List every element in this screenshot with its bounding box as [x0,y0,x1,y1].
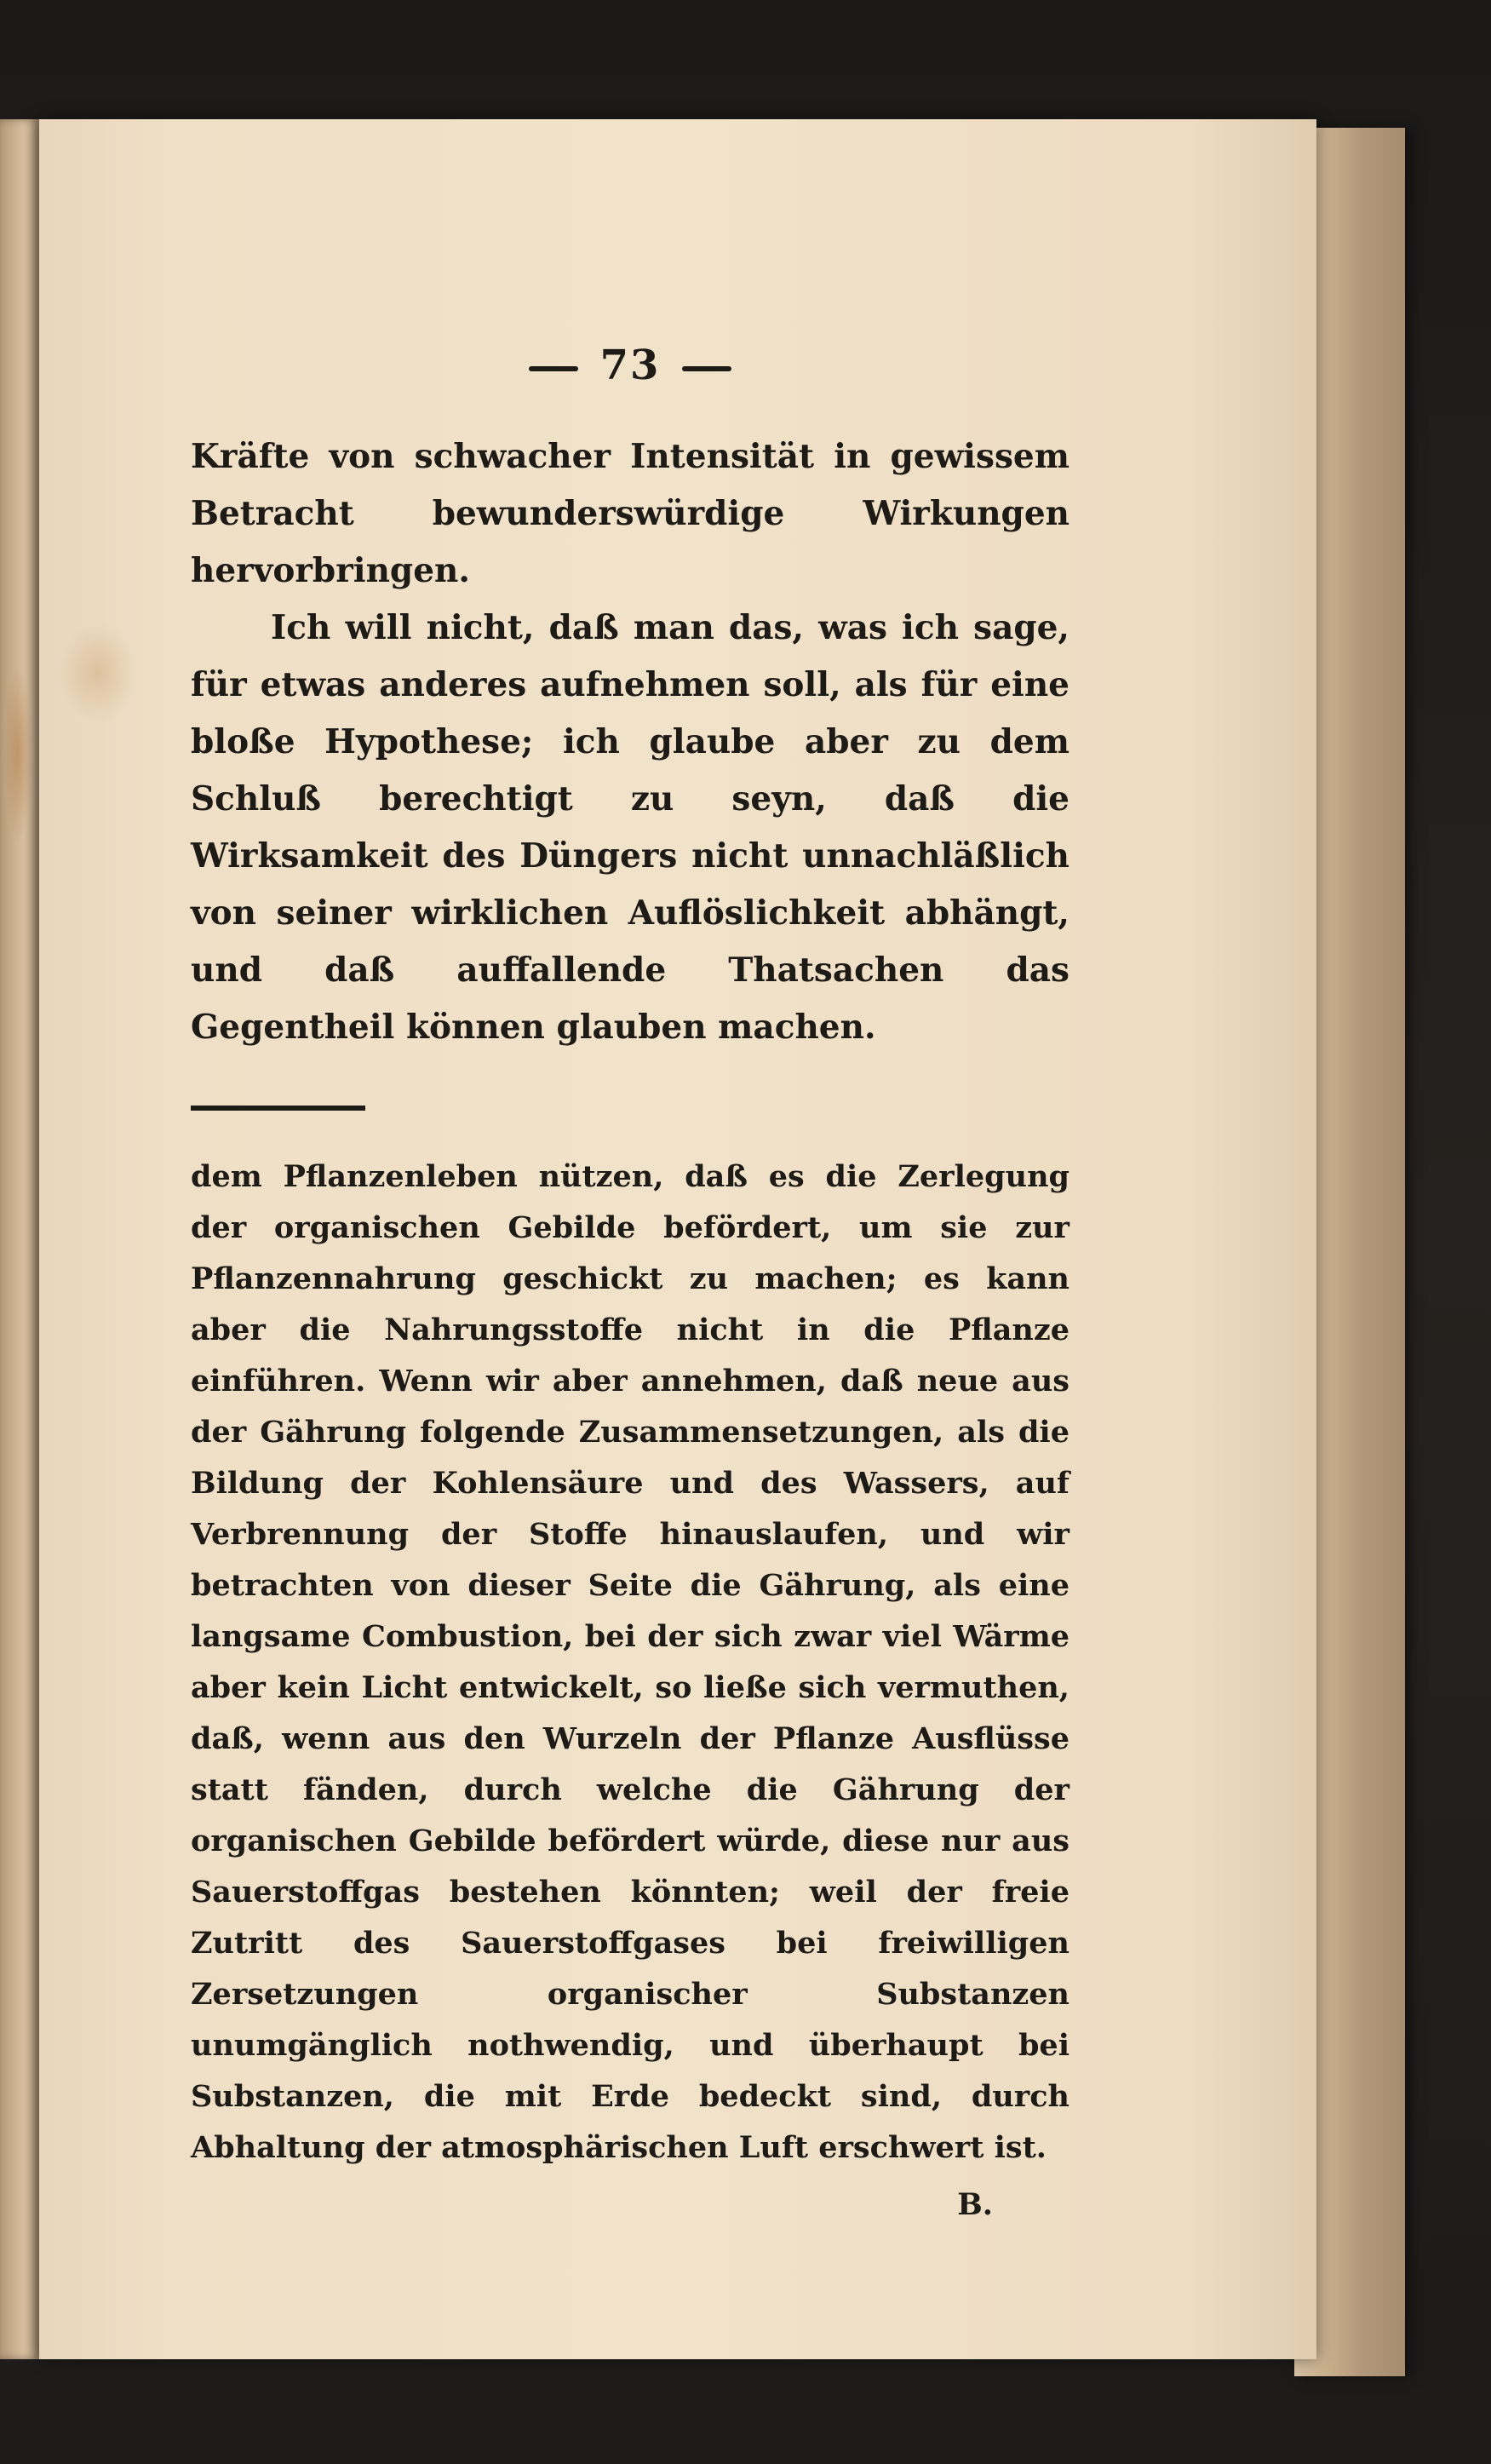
facing-page-stain [3,664,32,843]
page-header [191,342,1070,389]
main-paragraph: Ich will nicht, daß man das, was ich sage, für etwas anderes aufnehmen soll, als für eine bloße Hypothese; ich glaube aber zu dem Schluß berechtigt zu seyn, daß die Wirksamkeit des Düngers nicht unnachläßlich von seiner wirklichen Auflöslichkeit abhängt, und daß auffallende Thatsachen das Gegentheil können glauben machen. [191,608,1070,1047]
text-block [191,342,1070,2222]
header-dash-left [529,366,578,371]
page-stain [60,622,136,724]
facing-page-edge [0,119,39,2359]
main-paragraph-continued: Kräfte von schwacher Intensität in gewissem Betracht bewunderswürdige Wirkungen hervorbringen. [191,437,1070,590]
footnote-signature: B. [957,2187,993,2222]
footnote-rule [191,1106,365,1111]
book-page [39,119,1316,2359]
header-dash-right [682,366,731,371]
page-number: 73 [599,342,661,389]
footnote-text: dem Pflanzenleben nützen, daß es die Zerlegung der organischen Gebilde befördert, um sie zur Pflanzennahrung geschickt zu machen; es kann aber die Nahrungsstoffe nicht in die Pflanze einführen. Wenn wir aber annehmen, daß neue aus der Gährung folgende Zusammensetzungen, als die Bildung der Kohlensäure und des Wassers, auf Verbrennung der Stoffe hinauslaufen, und wir betrachten von dieser Seite die Gährung, als eine langsame Combustion, bei der sich zwar viel Wärme aber kein Licht entwickelt, so ließe sich vermuthen, daß, wenn aus den Wurzeln der Pflanze Ausflüsse statt fänden, durch welche die Gährung der organischen Gebilde befördert würde, diese nur aus Sauerstoffgas bestehen könnten; weil der freie Zutritt des Sauerstoffgases bei freiwilligen Zersetzungen organischer Substanzen unumgänglich nothwendig, und überhaupt bei Substanzen, die mit Erde bedeckt sind, durch Abhaltung der atmosphärischen Luft erschwert ist. [191,1159,1070,2165]
